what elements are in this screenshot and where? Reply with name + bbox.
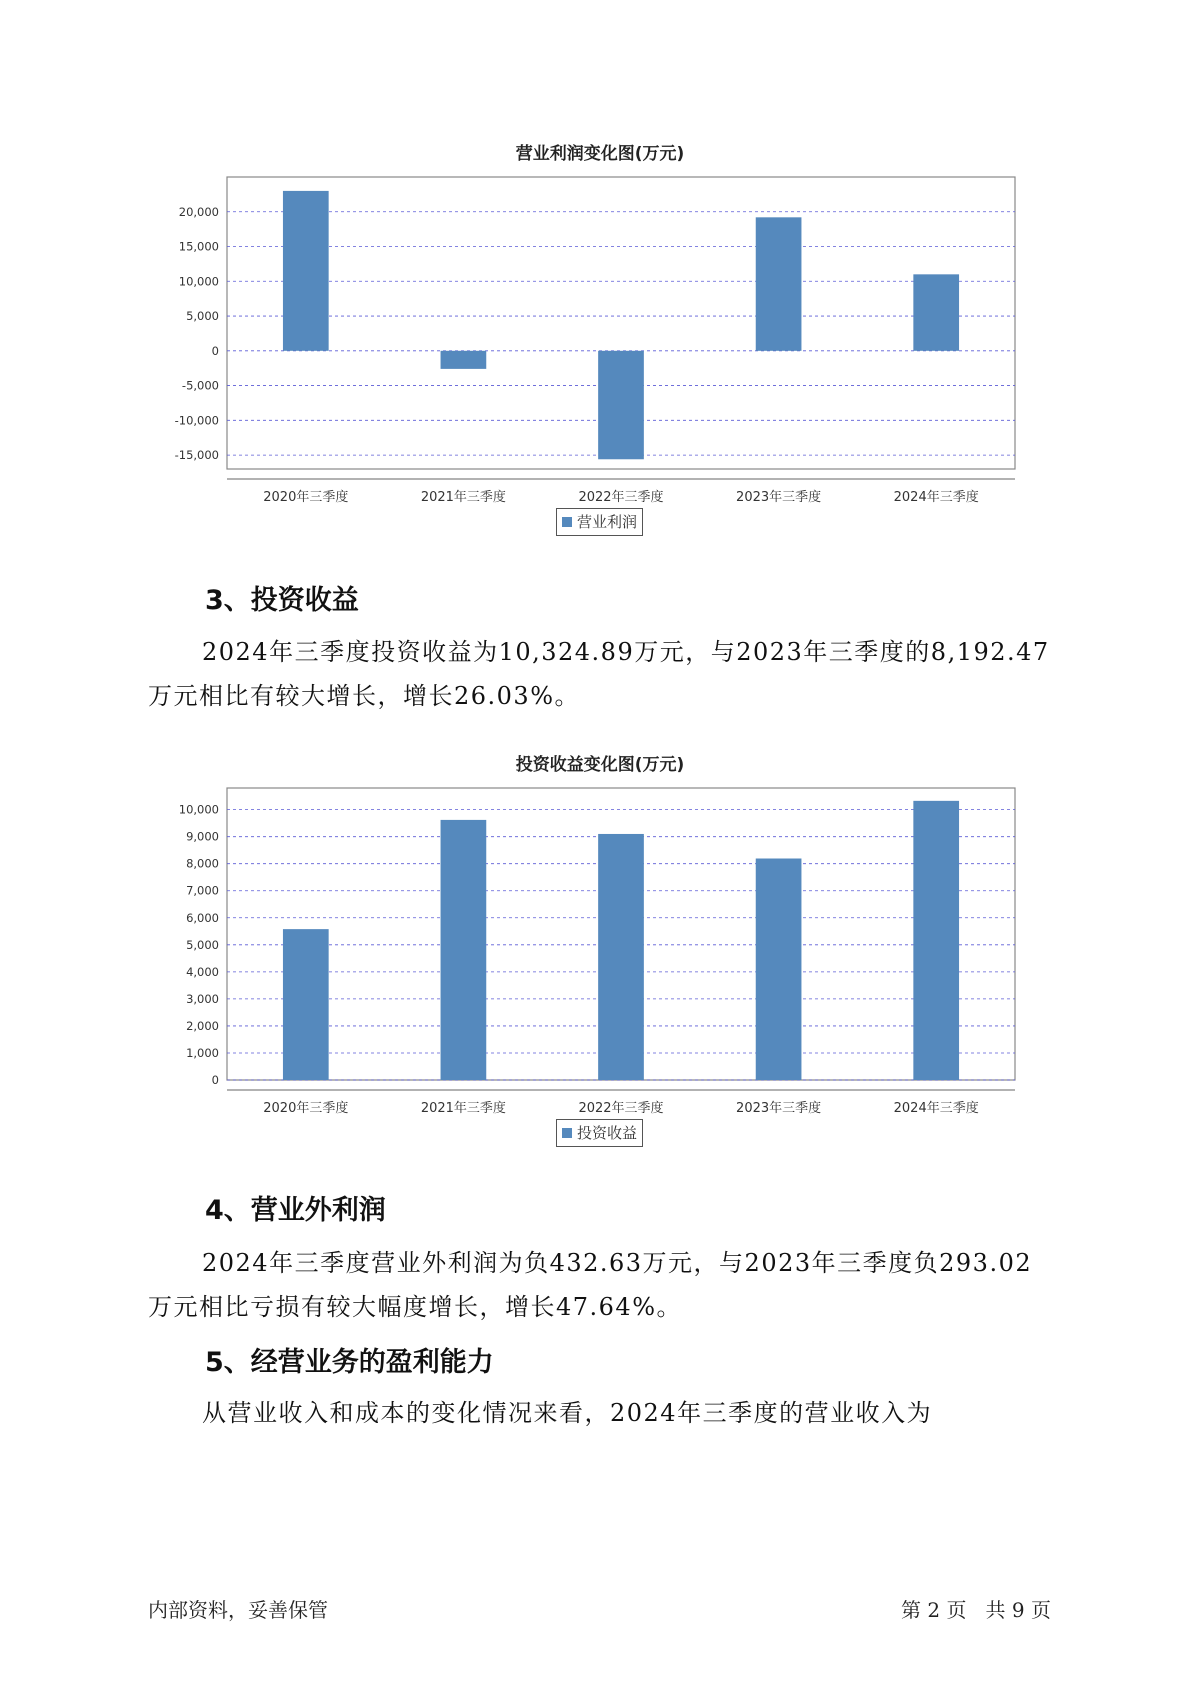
- section-heading-profitability: 5、经营业务的盈利能力: [205, 1347, 494, 1378]
- paragraph-investment: [148, 630, 1068, 718]
- y-tick-label: -5,000: [181, 378, 219, 393]
- y-tick-label: -15,000: [174, 448, 219, 463]
- chart-title: 营业利润变化图(万元): [515, 144, 685, 164]
- y-tick-label: 0: [211, 343, 219, 358]
- x-tick-label: 2022年三季度: [578, 490, 664, 505]
- y-tick-label: 2,000: [186, 1018, 219, 1033]
- footer-page-number: 第 2 页 共 9 页: [901, 1598, 1051, 1622]
- y-tick-label: 7,000: [186, 883, 219, 898]
- bar: [756, 858, 802, 1080]
- x-tick-label: 2020年三季度: [263, 490, 349, 505]
- y-tick-label: 5,000: [186, 309, 219, 324]
- paragraph-non-operating: [148, 1241, 1068, 1329]
- bar: [283, 929, 329, 1080]
- section-heading-non-operating: 4、营业外利润: [205, 1195, 386, 1226]
- bar: [283, 191, 329, 351]
- y-tick-label: 20,000: [178, 204, 219, 219]
- x-tick-label: 2023年三季度: [736, 490, 822, 505]
- x-tick-label: 2021年三季度: [420, 490, 506, 505]
- y-tick-label: 10,000: [178, 802, 219, 817]
- bar: [913, 801, 959, 1080]
- paragraph-profitability: [148, 1391, 1068, 1435]
- x-tick-label: 2023年三季度: [736, 1101, 822, 1116]
- legend-swatch: [562, 517, 572, 527]
- y-tick-label: 6,000: [186, 910, 219, 925]
- y-tick-label: 8,000: [186, 856, 219, 871]
- y-tick-label: 15,000: [178, 239, 219, 254]
- investment-income-plot: [160, 784, 1040, 1154]
- paragraph-line: 万元相比有较大增长，增长26.03%。: [148, 682, 581, 710]
- legend-label: 投资收益: [577, 1124, 638, 1142]
- bar: [913, 274, 959, 350]
- operating-profit-plot: [160, 173, 1040, 543]
- y-tick-label: 5,000: [186, 937, 219, 952]
- bar: [598, 351, 644, 459]
- bar: [441, 351, 487, 369]
- chart-title: 投资收益变化图(万元): [515, 755, 685, 775]
- paragraph-line: 2024年三季度投资收益为10,324.89万元，与2023年三季度的8,192.47: [202, 638, 1050, 666]
- y-tick-label: -10,000: [174, 413, 219, 428]
- y-tick-label: 10,000: [178, 274, 219, 289]
- bar: [441, 820, 487, 1080]
- operating-profit-chart: [160, 135, 1040, 545]
- bar: [598, 834, 644, 1080]
- investment-income-chart: [160, 746, 1040, 1156]
- y-tick-label: 1,000: [186, 1045, 219, 1060]
- x-tick-label: 2020年三季度: [263, 1101, 349, 1116]
- chart-legend: [556, 1119, 643, 1147]
- section-heading-investment: 3、投资收益: [205, 585, 359, 616]
- y-tick-label: 9,000: [186, 829, 219, 844]
- y-tick-label: 4,000: [186, 964, 219, 979]
- legend-swatch: [562, 1128, 572, 1138]
- bar: [756, 217, 802, 350]
- x-tick-label: 2024年三季度: [893, 490, 979, 505]
- y-tick-label: 3,000: [186, 991, 219, 1006]
- y-tick-label: 0: [211, 1073, 219, 1087]
- x-tick-label: 2024年三季度: [893, 1101, 979, 1116]
- legend-label: 营业利润: [577, 513, 638, 531]
- footer-left: 内部资料，妥善保管: [148, 1598, 328, 1622]
- paragraph-line: 万元相比亏损有较大幅度增长，增长47.64%。: [148, 1293, 683, 1321]
- paragraph-line: 2024年三季度营业外利润为负432.63万元，与2023年三季度负293.02: [202, 1249, 1033, 1277]
- x-tick-label: 2022年三季度: [578, 1101, 664, 1116]
- paragraph-line: 从营业收入和成本的变化情况来看，2024年三季度的营业收入为: [202, 1399, 933, 1427]
- x-tick-label: 2021年三季度: [420, 1101, 506, 1116]
- chart-legend: [556, 508, 643, 536]
